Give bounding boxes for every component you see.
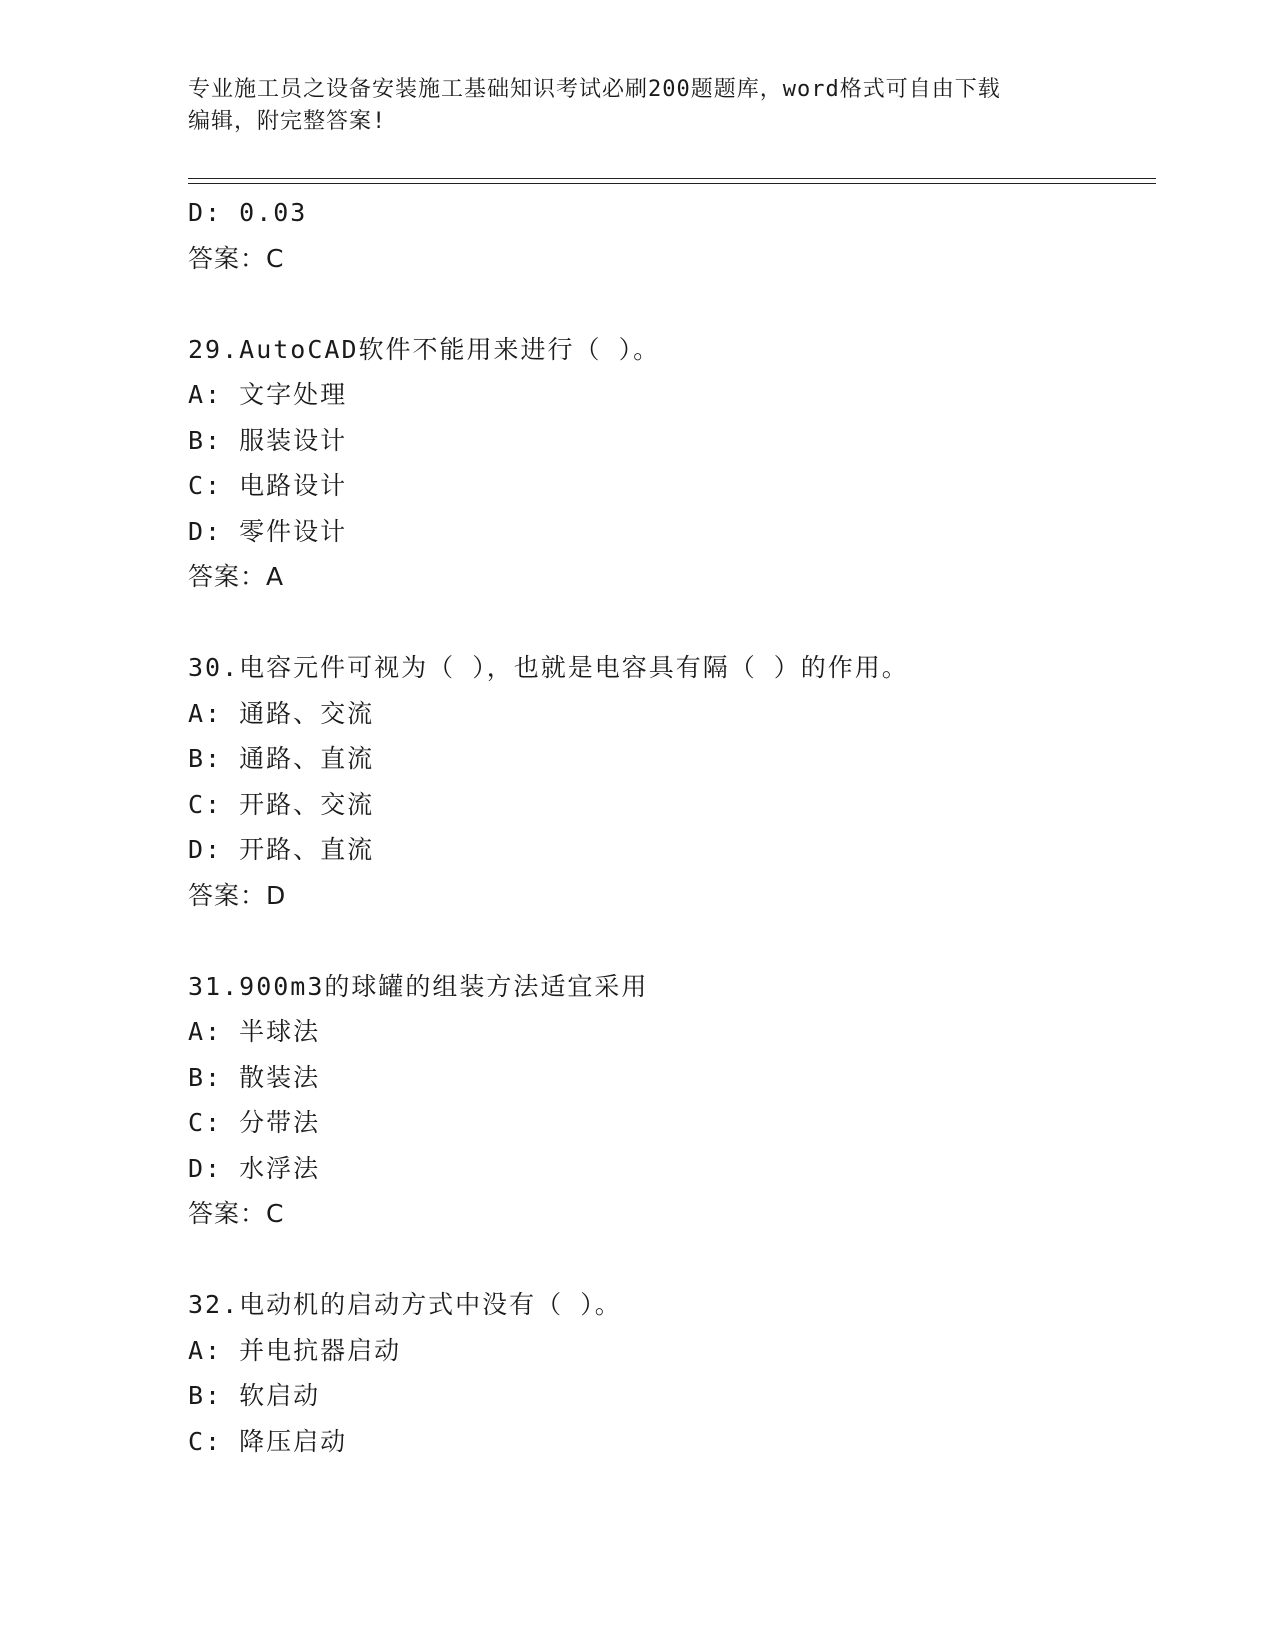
option-d: D: 零件设计 [188, 516, 348, 546]
option-c: C: 电路设计 [188, 471, 348, 500]
question-32: 32.电动机的启动方式中没有（ ）。 [188, 1290, 622, 1319]
option-a: A: 通路、交流 [188, 698, 375, 728]
spacer [188, 281, 1148, 327]
option-d: D: 水浮法 [188, 1153, 321, 1183]
header-divider-top [188, 178, 1156, 179]
answer-line: 答案：A [188, 562, 285, 591]
option-b: B: 通路、直流 [188, 744, 375, 773]
option-b: B: 散装法 [188, 1062, 321, 1092]
option-c: C: 分带法 [188, 1108, 321, 1137]
spacer [188, 1237, 1148, 1283]
option-c: C: 开路、交流 [188, 789, 375, 819]
header-line-2: 编辑，附完整答案! [188, 109, 387, 134]
option-b: B: 软启动 [188, 1381, 321, 1410]
question-31: 31.900m3的球罐的组装方法适宜采用 [188, 971, 649, 1001]
question-30: 30.电容元件可视为（ ），也就是电容具有隔（ ）的作用。 [188, 653, 909, 682]
option-a: A: 并电抗器启动 [188, 1335, 402, 1365]
option-c: C: 降压启动 [188, 1426, 348, 1456]
spacer [188, 600, 1148, 646]
question-29: 29.AutoCAD软件不能用来进行（ ）。 [188, 334, 661, 364]
option-d: D: 开路、直流 [188, 835, 375, 864]
option-a: A: 文字处理 [188, 380, 348, 409]
answer-line: 答案：C [188, 1199, 285, 1228]
header-divider-bottom [188, 183, 1156, 184]
answer-line: 答案：C [188, 243, 285, 273]
header-line-1: 专业施工员之设备安装施工基础知识考试必刷200题题库，word格式可自由下载 [188, 77, 1001, 102]
spacer [188, 918, 1148, 964]
answer-line: 答案：D [188, 880, 287, 910]
document-header [188, 74, 1088, 138]
option-b: B: 服装设计 [188, 425, 348, 455]
option-a: A: 半球法 [188, 1017, 321, 1046]
option-d: D: 0.03 [188, 198, 308, 227]
question-list [188, 190, 1148, 1464]
